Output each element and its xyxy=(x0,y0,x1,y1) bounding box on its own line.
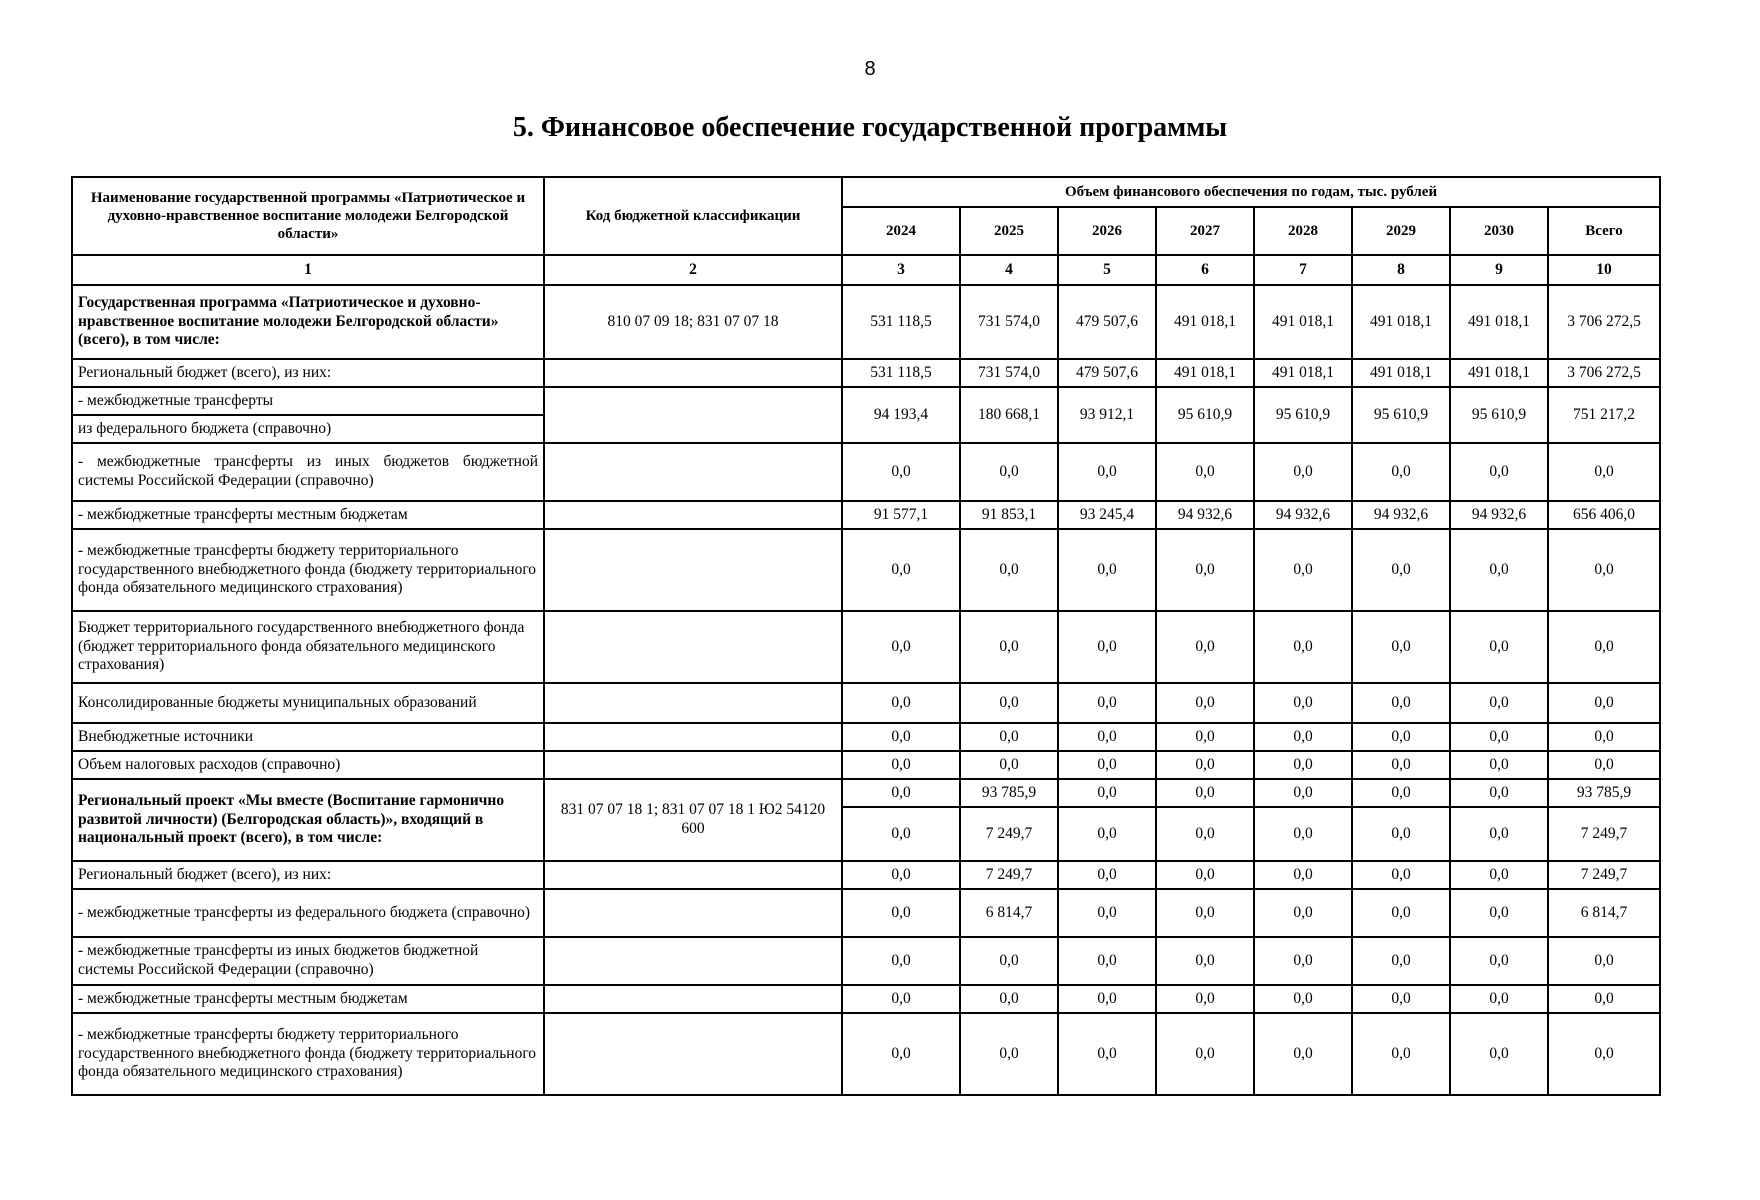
row-name: - межбюджетные трансферты местным бюджетам xyxy=(72,501,544,529)
total-cell: 0,0 xyxy=(1548,529,1660,611)
value-cell: 0,0 xyxy=(1254,1013,1352,1095)
value-cell: 0,0 xyxy=(842,723,960,751)
value-cell: 0,0 xyxy=(1058,529,1156,611)
total-cell: 0,0 xyxy=(1548,611,1660,683)
value-cell: 180 668,1 xyxy=(960,387,1058,443)
header-code: Код бюджетной классификации xyxy=(544,177,842,255)
value-cell: 0,0 xyxy=(1254,611,1352,683)
index-cell: 10 xyxy=(1548,255,1660,285)
value-cell: 0,0 xyxy=(1450,937,1548,985)
total-cell: 6 814,7 xyxy=(1548,889,1660,937)
value-cell: 0,0 xyxy=(842,807,960,861)
total-cell: 0,0 xyxy=(1548,443,1660,501)
total-cell: 0,0 xyxy=(1548,751,1660,779)
value-cell: 491 018,1 xyxy=(1254,359,1352,387)
total-cell: 0,0 xyxy=(1548,1013,1660,1095)
value-cell: 0,0 xyxy=(842,1013,960,1095)
row-name: - межбюджетные трансферты xyxy=(72,387,544,415)
total-cell: 93 785,9 xyxy=(1548,779,1660,807)
value-cell: 0,0 xyxy=(960,937,1058,985)
value-cell: 0,0 xyxy=(960,611,1058,683)
table-row xyxy=(72,937,1660,985)
value-cell: 0,0 xyxy=(1254,443,1352,501)
row-name: Бюджет территориального государственного внебюджетного фонда (бюджет территориального фонда обязательного медицинского страхования) xyxy=(72,611,544,683)
value-cell: 0,0 xyxy=(1058,985,1156,1013)
total-cell: 656 406,0 xyxy=(1548,501,1660,529)
value-cell: 95 610,9 xyxy=(1254,387,1352,443)
header-year: 2027 xyxy=(1156,207,1254,255)
row-code xyxy=(544,889,842,937)
table-row xyxy=(72,779,1660,807)
value-cell: 0,0 xyxy=(1058,889,1156,937)
value-cell: 0,0 xyxy=(1352,1013,1450,1095)
value-cell: 0,0 xyxy=(1254,985,1352,1013)
row-code: 810 07 09 18; 831 07 07 18 xyxy=(544,285,842,359)
value-cell: 0,0 xyxy=(1058,751,1156,779)
row-name: Региональный проект «Мы вместе (Воспитание гармонично развитой личности) (Белгородская область)», входящий в национальный проект (всего), в том числе: xyxy=(72,779,544,861)
table-row xyxy=(72,889,1660,937)
index-cell: 3 xyxy=(842,255,960,285)
value-cell: 0,0 xyxy=(842,683,960,723)
row-code xyxy=(544,501,842,529)
value-cell: 93 245,4 xyxy=(1058,501,1156,529)
header-year: 2028 xyxy=(1254,207,1352,255)
value-cell: 0,0 xyxy=(1058,779,1156,807)
value-cell: 479 507,6 xyxy=(1058,285,1156,359)
row-code xyxy=(544,443,842,501)
value-cell: 0,0 xyxy=(1058,611,1156,683)
value-cell: 491 018,1 xyxy=(1156,359,1254,387)
value-cell: 94 193,4 xyxy=(842,387,960,443)
table-row xyxy=(72,387,1660,415)
value-cell: 0,0 xyxy=(1352,683,1450,723)
value-cell: 0,0 xyxy=(1352,937,1450,985)
value-cell: 0,0 xyxy=(1450,985,1548,1013)
table-row xyxy=(72,501,1660,529)
value-cell: 491 018,1 xyxy=(1450,285,1548,359)
value-cell: 0,0 xyxy=(1352,443,1450,501)
value-cell: 0,0 xyxy=(1352,861,1450,889)
row-code xyxy=(544,751,842,779)
header-year: 2025 xyxy=(960,207,1058,255)
value-cell: 0,0 xyxy=(1156,723,1254,751)
table-row xyxy=(72,285,1660,359)
value-cell: 0,0 xyxy=(842,611,960,683)
value-cell: 0,0 xyxy=(1254,529,1352,611)
value-cell: 479 507,6 xyxy=(1058,359,1156,387)
value-cell: 0,0 xyxy=(1450,861,1548,889)
value-cell: 91 577,1 xyxy=(842,501,960,529)
value-cell: 0,0 xyxy=(1450,611,1548,683)
value-cell: 0,0 xyxy=(1352,985,1450,1013)
value-cell: 94 932,6 xyxy=(1352,501,1450,529)
value-cell: 0,0 xyxy=(1450,779,1548,807)
value-cell: 0,0 xyxy=(1450,529,1548,611)
value-cell: 0,0 xyxy=(1450,1013,1548,1095)
row-name: Консолидированные бюджеты муниципальных образований xyxy=(72,683,544,723)
header-year: 2029 xyxy=(1352,207,1450,255)
value-cell: 0,0 xyxy=(842,985,960,1013)
value-cell: 0,0 xyxy=(1450,723,1548,751)
row-code: 831 07 07 18 1; 831 07 07 18 1 Ю2 54120 600 xyxy=(544,779,842,861)
row-name: Государственная программа «Патриотическое и духовно-нравственное воспитание молодежи Белгородской области» (всего), в том числе: xyxy=(72,285,544,359)
table-row xyxy=(72,611,1660,683)
row-code xyxy=(544,723,842,751)
row-code xyxy=(544,359,842,387)
total-cell: 751 217,2 xyxy=(1548,387,1660,443)
row-code xyxy=(544,683,842,723)
page-number: 8 xyxy=(864,58,876,80)
value-cell: 491 018,1 xyxy=(1450,359,1548,387)
value-cell: 0,0 xyxy=(1254,861,1352,889)
header-year: 2024 xyxy=(842,207,960,255)
value-cell: 491 018,1 xyxy=(1254,285,1352,359)
value-cell: 0,0 xyxy=(1156,1013,1254,1095)
index-cell: 9 xyxy=(1450,255,1548,285)
index-cell: 8 xyxy=(1352,255,1450,285)
value-cell: 0,0 xyxy=(1156,779,1254,807)
value-cell: 0,0 xyxy=(1058,443,1156,501)
value-cell: 0,0 xyxy=(1058,807,1156,861)
value-cell: 0,0 xyxy=(842,779,960,807)
index-cell: 4 xyxy=(960,255,1058,285)
total-cell: 7 249,7 xyxy=(1548,861,1660,889)
value-cell: 0,0 xyxy=(1254,807,1352,861)
table-row xyxy=(72,723,1660,751)
value-cell: 0,0 xyxy=(1254,779,1352,807)
table-row xyxy=(72,443,1660,501)
table-row xyxy=(72,861,1660,889)
row-name: - межбюджетные трансферты бюджету территориального государственного внебюджетного фонда (бюджету территориального фонда обязательного медицинского страхования) xyxy=(72,529,544,611)
row-name: - межбюджетные трансферты из иных бюджетов бюджетной системы Российской Федерации (справочно) xyxy=(72,443,544,501)
value-cell: 0,0 xyxy=(960,723,1058,751)
value-cell: 491 018,1 xyxy=(1156,285,1254,359)
index-row xyxy=(72,255,1660,285)
financing-table xyxy=(71,176,1661,1096)
total-cell: 3 706 272,5 xyxy=(1548,285,1660,359)
row-code xyxy=(544,985,842,1013)
table-row xyxy=(72,985,1660,1013)
table-row xyxy=(72,529,1660,611)
total-cell: 0,0 xyxy=(1548,723,1660,751)
value-cell: 0,0 xyxy=(1058,937,1156,985)
row-name: - межбюджетные трансферты бюджету территориального государственного внебюджетного фонда (бюджету территориального фонда обязательного медицинского страхования) xyxy=(72,1013,544,1095)
value-cell: 95 610,9 xyxy=(1352,387,1450,443)
value-cell: 0,0 xyxy=(1156,751,1254,779)
header-total: Всего xyxy=(1548,207,1660,255)
value-cell: 0,0 xyxy=(1156,985,1254,1013)
value-cell: 0,0 xyxy=(1254,683,1352,723)
value-cell: 731 574,0 xyxy=(960,359,1058,387)
value-cell: 0,0 xyxy=(1058,1013,1156,1095)
row-name: - межбюджетные трансферты местным бюджетам xyxy=(72,985,544,1013)
row-code xyxy=(544,937,842,985)
value-cell: 491 018,1 xyxy=(1352,359,1450,387)
value-cell: 93 785,9 xyxy=(960,779,1058,807)
value-cell: 0,0 xyxy=(1352,529,1450,611)
value-cell: 0,0 xyxy=(1156,611,1254,683)
value-cell: 531 118,5 xyxy=(842,285,960,359)
index-cell: 2 xyxy=(544,255,842,285)
value-cell: 0,0 xyxy=(842,861,960,889)
header-volume: Объем финансового обеспечения по годам, тыс. рублей xyxy=(842,177,1660,207)
index-cell: 1 xyxy=(72,255,544,285)
row-name: Региональный бюджет (всего), из них: xyxy=(72,359,544,387)
value-cell: 0,0 xyxy=(1254,751,1352,779)
total-cell: 0,0 xyxy=(1548,683,1660,723)
row-name: Внебюджетные источники xyxy=(72,723,544,751)
value-cell: 94 932,6 xyxy=(1450,501,1548,529)
row-code xyxy=(544,1013,842,1095)
value-cell: 0,0 xyxy=(960,529,1058,611)
value-cell: 0,0 xyxy=(960,985,1058,1013)
value-cell: 95 610,9 xyxy=(1156,387,1254,443)
value-cell: 0,0 xyxy=(1156,443,1254,501)
value-cell: 0,0 xyxy=(1352,611,1450,683)
value-cell: 95 610,9 xyxy=(1450,387,1548,443)
value-cell: 0,0 xyxy=(1156,529,1254,611)
value-cell: 0,0 xyxy=(960,1013,1058,1095)
value-cell: 0,0 xyxy=(1156,889,1254,937)
value-cell: 531 118,5 xyxy=(842,359,960,387)
row-name: - межбюджетные трансферты из иных бюджетов бюджетной системы Российской Федерации (справочно) xyxy=(72,937,544,985)
value-cell: 0,0 xyxy=(1058,861,1156,889)
value-cell: 0,0 xyxy=(1156,861,1254,889)
value-cell: 0,0 xyxy=(1352,751,1450,779)
value-cell: 0,0 xyxy=(1156,807,1254,861)
value-cell: 7 249,7 xyxy=(960,807,1058,861)
row-code xyxy=(544,861,842,889)
total-cell: 0,0 xyxy=(1548,937,1660,985)
index-cell: 6 xyxy=(1156,255,1254,285)
value-cell: 7 249,7 xyxy=(960,861,1058,889)
value-cell: 0,0 xyxy=(960,683,1058,723)
row-name: из федерального бюджета (справочно) xyxy=(72,415,544,443)
value-cell: 0,0 xyxy=(842,751,960,779)
value-cell: 0,0 xyxy=(960,751,1058,779)
value-cell: 94 932,6 xyxy=(1254,501,1352,529)
header-name: Наименование государственной программы «Патриотическое и духовно-нравственное воспитание молодежи Белгородской области» xyxy=(72,177,544,255)
value-cell: 0,0 xyxy=(1352,889,1450,937)
value-cell: 0,0 xyxy=(842,889,960,937)
value-cell: 6 814,7 xyxy=(960,889,1058,937)
row-name: Объем налоговых расходов (справочно) xyxy=(72,751,544,779)
index-cell: 7 xyxy=(1254,255,1352,285)
page-title: 5. Финансовое обеспечение государственной программы xyxy=(512,112,1228,143)
table-row xyxy=(72,359,1660,387)
value-cell: 0,0 xyxy=(1352,807,1450,861)
value-cell: 731 574,0 xyxy=(960,285,1058,359)
value-cell: 94 932,6 xyxy=(1156,501,1254,529)
row-name: Региональный бюджет (всего), из них: xyxy=(72,861,544,889)
header-year: 2026 xyxy=(1058,207,1156,255)
value-cell: 0,0 xyxy=(1058,683,1156,723)
value-cell: 0,0 xyxy=(842,937,960,985)
value-cell: 0,0 xyxy=(1450,807,1548,861)
row-code xyxy=(544,387,842,443)
value-cell: 0,0 xyxy=(1156,683,1254,723)
total-cell: 7 249,7 xyxy=(1548,807,1660,861)
value-cell: 0,0 xyxy=(1254,889,1352,937)
value-cell: 93 912,1 xyxy=(1058,387,1156,443)
total-cell: 3 706 272,5 xyxy=(1548,359,1660,387)
index-cell: 5 xyxy=(1058,255,1156,285)
value-cell: 0,0 xyxy=(1450,889,1548,937)
value-cell: 0,0 xyxy=(1352,723,1450,751)
value-cell: 0,0 xyxy=(1450,683,1548,723)
value-cell: 0,0 xyxy=(842,443,960,501)
row-code xyxy=(544,611,842,683)
value-cell: 0,0 xyxy=(1254,723,1352,751)
row-name: - межбюджетные трансферты из федерального бюджета (справочно) xyxy=(72,889,544,937)
value-cell: 491 018,1 xyxy=(1352,285,1450,359)
value-cell: 0,0 xyxy=(1254,937,1352,985)
table-row xyxy=(72,683,1660,723)
table-row xyxy=(72,751,1660,779)
row-code xyxy=(544,529,842,611)
value-cell: 0,0 xyxy=(1450,751,1548,779)
value-cell: 0,0 xyxy=(1352,779,1450,807)
value-cell: 0,0 xyxy=(1450,443,1548,501)
header-year: 2030 xyxy=(1450,207,1548,255)
value-cell: 0,0 xyxy=(960,443,1058,501)
value-cell: 91 853,1 xyxy=(960,501,1058,529)
total-cell: 0,0 xyxy=(1548,985,1660,1013)
table-row xyxy=(72,1013,1660,1095)
value-cell: 0,0 xyxy=(1058,723,1156,751)
value-cell: 0,0 xyxy=(842,529,960,611)
value-cell: 0,0 xyxy=(1156,937,1254,985)
